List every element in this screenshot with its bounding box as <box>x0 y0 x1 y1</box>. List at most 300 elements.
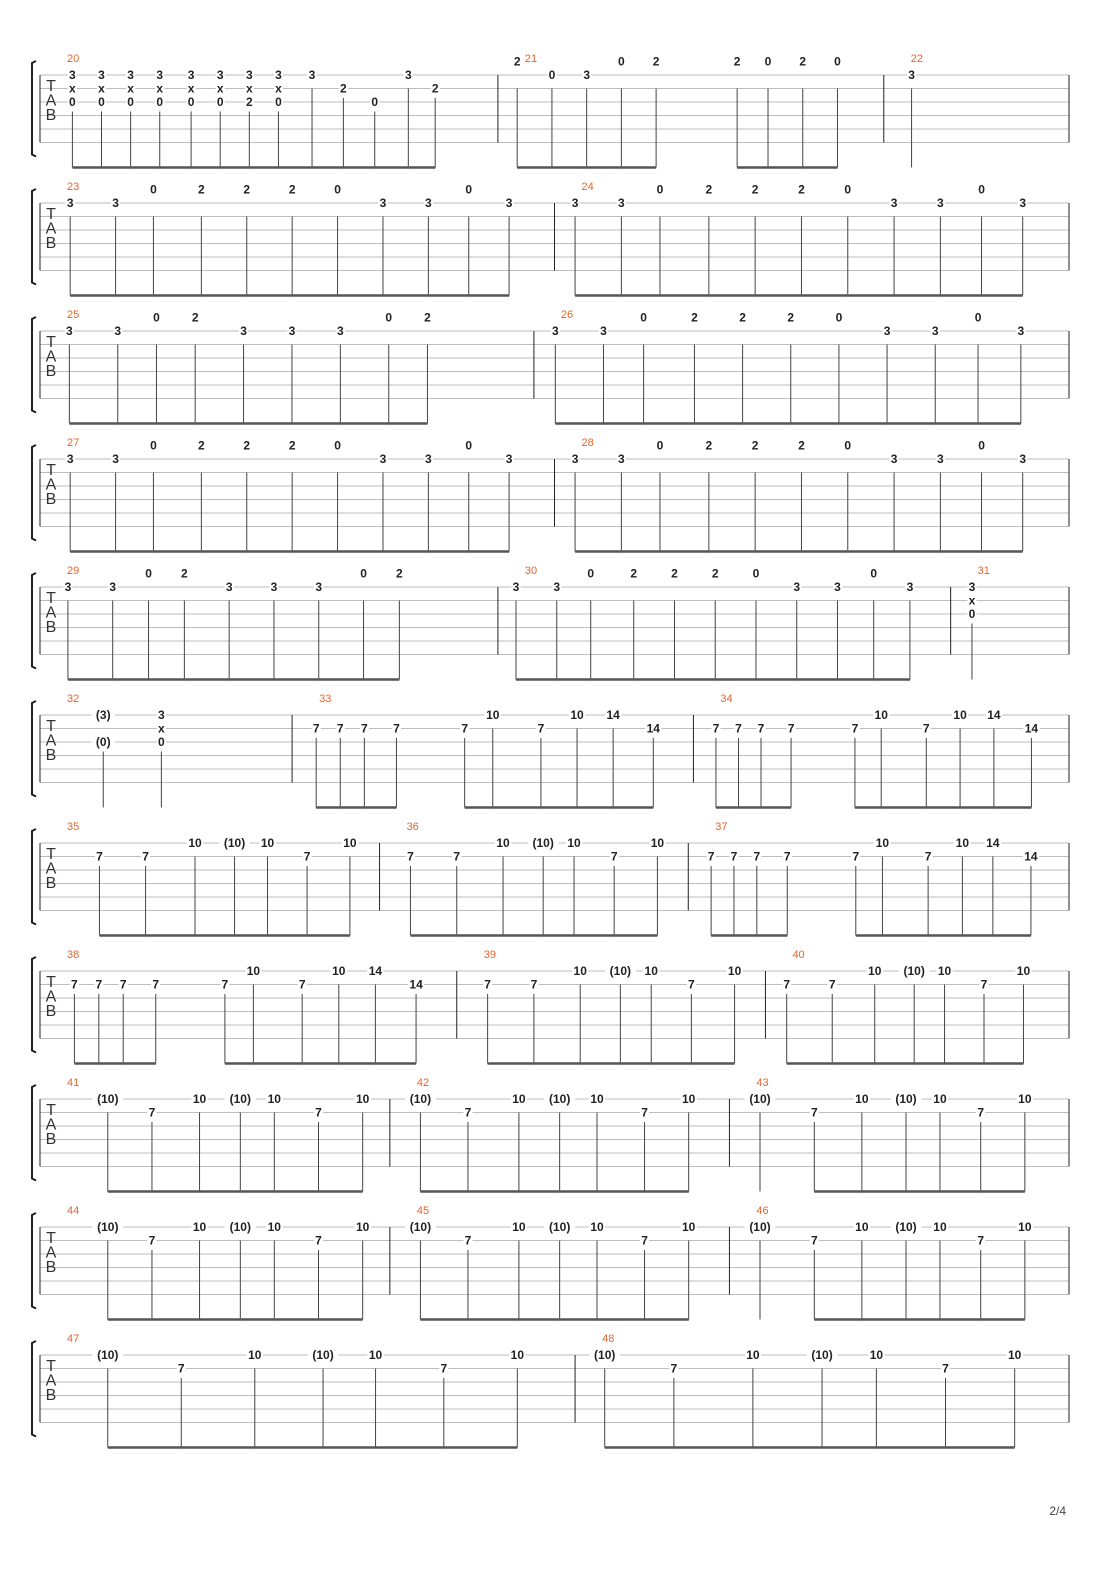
fret-number: 3 <box>583 68 590 82</box>
measure-number: 31 <box>977 565 990 577</box>
fret-number: 3 <box>275 68 282 82</box>
fret-number: 10 <box>1018 1092 1032 1106</box>
measure-number: 37 <box>715 821 728 833</box>
fret-number: x <box>69 81 76 96</box>
fret-number: 7 <box>303 849 311 864</box>
fret-number: 7 <box>537 721 545 736</box>
measure-number: 48 <box>602 1333 615 1345</box>
fret-number: 3 <box>156 68 164 82</box>
tab-system <box>32 437 1069 552</box>
fret-number: 7 <box>298 977 306 992</box>
tab-system <box>32 693 1069 808</box>
measure-number: 47 <box>67 1333 80 1345</box>
fret-number: 7 <box>852 849 860 864</box>
tab-clef-letter: A <box>45 604 57 622</box>
fret-number: 2 <box>739 310 746 325</box>
fret-number: 7 <box>942 1361 949 1376</box>
fret-number: 7 <box>148 1105 156 1120</box>
fret-number: x <box>245 81 253 96</box>
fret-number: 10 <box>869 1348 884 1362</box>
fret-number: 7 <box>610 849 618 864</box>
system-bracket <box>32 573 36 669</box>
fret-number: 7 <box>977 1233 985 1248</box>
fret-number: 2 <box>671 566 678 581</box>
tab-clef-letter: B <box>45 747 57 764</box>
fret-number: 2 <box>751 182 759 197</box>
fret-number: 10 <box>570 708 584 722</box>
fret-number: 10 <box>567 836 581 850</box>
fret-number: 0 <box>978 438 985 453</box>
fret-number: 7 <box>453 849 461 864</box>
fret-number: 10 <box>868 964 882 978</box>
measure-number: 32 <box>67 693 80 705</box>
fret-number: 0 <box>98 95 105 109</box>
fret-number: 7 <box>312 721 320 736</box>
fret-number: 14 <box>1024 721 1039 736</box>
tab-clef-letter: T <box>46 974 56 991</box>
tab-clef-letter: B <box>45 1387 57 1404</box>
tab-clef-letter: T <box>46 1230 56 1247</box>
fret-number: 3 <box>931 324 939 338</box>
tab-clef-letter: B <box>45 1003 57 1020</box>
fret-number: 0 <box>150 182 157 197</box>
fret-number: 3 <box>512 580 520 594</box>
fret-number: 3 <box>315 580 323 594</box>
fret-number: 10 <box>590 1220 604 1234</box>
fret-number: 0 <box>187 95 195 109</box>
fret-number: 7 <box>670 1361 678 1376</box>
fret-number: 2 <box>705 182 713 197</box>
tab-clef-letter: T <box>46 78 56 95</box>
fret-number: 2 <box>340 81 347 96</box>
system-bracket <box>32 1085 36 1181</box>
fret-number: 10 <box>727 964 742 978</box>
fret-number: 3 <box>425 196 432 210</box>
fret-number: (10) <box>97 1348 119 1362</box>
tab-clef-letter: T <box>46 1358 56 1375</box>
tab-system <box>32 1205 1069 1320</box>
fret-number: 2 <box>652 54 660 69</box>
tab-system <box>32 565 1069 680</box>
fret-number: 3 <box>112 452 119 466</box>
fret-number: 2 <box>243 438 251 453</box>
fret-number: 10 <box>855 1092 869 1106</box>
measure-number: 39 <box>483 949 496 961</box>
fret-number: 7 <box>71 977 78 992</box>
fret-number: 10 <box>343 836 357 850</box>
fret-number: (10) <box>749 1220 771 1234</box>
tab-clef-letter: A <box>45 476 57 494</box>
fret-number: 3 <box>505 196 513 210</box>
fret-number: 10 <box>937 964 952 978</box>
fret-number: 10 <box>192 1220 207 1234</box>
fret-number: 10 <box>955 836 970 850</box>
fret-number: (10) <box>312 1348 334 1362</box>
fret-number: 0 <box>844 182 852 197</box>
tab-system <box>32 181 1069 296</box>
tab-clef-letter: B <box>45 1259 57 1276</box>
fret-number: 3 <box>245 68 253 82</box>
tab-clef-letter: B <box>45 235 57 252</box>
fret-number: 7 <box>922 721 930 736</box>
system-bracket <box>32 1341 36 1437</box>
system-bracket <box>32 445 36 541</box>
fret-number: 0 <box>968 607 976 621</box>
fret-number: 10 <box>248 1348 262 1362</box>
fret-number: 7 <box>177 1361 185 1376</box>
measure-number: 36 <box>406 821 419 833</box>
fret-number: 7 <box>735 721 742 736</box>
fret-number: 7 <box>221 977 229 992</box>
fret-number: 7 <box>783 849 791 864</box>
fret-number: 0 <box>835 310 843 325</box>
fret-number: 3 <box>425 452 432 466</box>
fret-number: 2 <box>181 566 188 581</box>
measure-number: 25 <box>67 309 80 321</box>
tab-clef-letter: A <box>45 732 57 750</box>
fret-number: 0 <box>127 95 134 109</box>
fret-number: (10) <box>895 1092 917 1106</box>
fret-number: 0 <box>618 54 625 69</box>
fret-number: 10 <box>510 1348 525 1362</box>
tab-clef-letter: B <box>45 107 57 124</box>
fret-number: 0 <box>69 95 76 109</box>
fret-number: 3 <box>571 452 579 466</box>
fret-number: 10 <box>874 708 888 722</box>
fret-number: 2 <box>691 310 698 325</box>
fret-number: 3 <box>618 452 625 466</box>
page-number: 2/4 <box>1049 1504 1066 1518</box>
tab-system <box>32 309 1069 424</box>
fret-number: 3 <box>64 580 72 594</box>
fret-number: 3 <box>98 68 105 82</box>
measure-number: 46 <box>756 1205 769 1217</box>
fret-number: (10) <box>409 1220 432 1234</box>
fret-number: 10 <box>355 1092 370 1106</box>
fret-number: 2 <box>798 182 805 197</box>
fret-number: 14 <box>409 977 423 992</box>
fret-number: 3 <box>337 324 344 338</box>
fret-number: 0 <box>587 566 595 581</box>
fret-number: 3 <box>505 452 513 466</box>
fret-number: 7 <box>407 849 414 864</box>
fret-number: 7 <box>712 721 720 736</box>
fret-number: 3 <box>216 68 224 82</box>
fret-number: 7 <box>707 849 715 864</box>
fret-number: 7 <box>440 1361 448 1376</box>
measure-number: 20 <box>67 53 80 65</box>
measure-number: 35 <box>67 821 80 833</box>
fret-number: 2 <box>288 182 296 197</box>
fret-number: 10 <box>496 836 510 850</box>
fret-number: 0 <box>548 68 556 82</box>
fret-number: (10) <box>895 1220 917 1234</box>
fret-number: 14 <box>646 721 660 736</box>
system-bracket <box>32 1213 36 1309</box>
fret-number: 7 <box>810 1105 818 1120</box>
measure-number: 41 <box>67 1077 80 1089</box>
fret-number: 0 <box>385 310 393 325</box>
measure-number: 22 <box>910 53 924 65</box>
fret-number: 0 <box>371 95 379 109</box>
fret-number: 10 <box>512 1220 526 1234</box>
fret-number: 3 <box>158 708 165 722</box>
fret-number: 3 <box>968 580 976 594</box>
fret-number: (10) <box>548 1092 571 1106</box>
measure-number: 30 <box>524 565 538 577</box>
fret-number: 3 <box>571 196 579 210</box>
tab-clef-letter: A <box>45 92 57 110</box>
measure-number: 42 <box>416 1077 430 1089</box>
fret-number: 7 <box>461 721 469 736</box>
tab-clef-letter: B <box>45 619 57 636</box>
fret-number: 2 <box>787 310 795 325</box>
fret-number: 3 <box>937 196 944 210</box>
fret-number: 7 <box>924 849 932 864</box>
fret-number: 3 <box>66 324 73 338</box>
fret-number: 2 <box>711 566 719 581</box>
fret-number: (10) <box>409 1092 432 1106</box>
fret-number: 3 <box>908 68 915 82</box>
tab-system <box>32 1333 1069 1448</box>
fret-number: 3 <box>114 324 122 338</box>
tab-clef-letter: A <box>45 860 57 878</box>
fret-number: (3) <box>95 708 111 722</box>
fret-number: 2 <box>424 310 431 325</box>
fret-number: 7 <box>315 1233 322 1248</box>
tab-system <box>32 821 1069 936</box>
fret-number: (0) <box>95 735 111 749</box>
fret-number: 3 <box>1019 196 1027 210</box>
fret-number: 3 <box>66 452 74 466</box>
fret-number: 7 <box>641 1233 648 1248</box>
fret-number: 0 <box>656 182 664 197</box>
fret-number: x <box>156 81 164 96</box>
tab-clef-letter: T <box>46 334 56 351</box>
fret-number: 2 <box>396 566 403 581</box>
fret-number: 3 <box>404 68 412 82</box>
measure-number: 40 <box>792 949 805 961</box>
tab-clef-letter: T <box>46 590 56 607</box>
fret-number: 10 <box>192 1092 207 1106</box>
fret-number: (10) <box>749 1092 771 1106</box>
tab-clef-letter: B <box>45 875 57 892</box>
fret-number: 10 <box>1018 1220 1032 1234</box>
fret-number: 2 <box>431 81 439 96</box>
fret-number: 10 <box>1016 964 1031 978</box>
fret-number: 10 <box>486 708 500 722</box>
fret-number: 7 <box>787 721 795 736</box>
fret-number: 3 <box>834 580 841 594</box>
fret-number: 0 <box>158 735 165 749</box>
fret-number: 10 <box>188 836 202 850</box>
fret-number: 7 <box>95 977 103 992</box>
tab-clef-letter: B <box>45 363 57 380</box>
fret-number: 10 <box>267 1220 281 1234</box>
measure-number: 38 <box>67 949 80 961</box>
fret-number: 3 <box>379 196 387 210</box>
tab-clef-letter: B <box>45 1131 57 1148</box>
tab-clef-letter: A <box>45 1116 57 1134</box>
fret-number: 3 <box>551 324 559 338</box>
fret-number: 7 <box>336 721 344 736</box>
fret-number: 10 <box>953 708 967 722</box>
tab-clef-letter: T <box>46 206 56 223</box>
fret-number: 2 <box>198 182 205 197</box>
fret-number: 3 <box>793 580 801 594</box>
fret-number: 10 <box>573 964 587 978</box>
fret-number: 10 <box>650 836 665 850</box>
fret-number: 3 <box>288 324 296 338</box>
fret-number: 2 <box>799 54 807 69</box>
fret-number: 7 <box>783 977 791 992</box>
tab-clef-letter: A <box>45 1372 57 1390</box>
fret-number: 7 <box>148 1233 156 1248</box>
fret-number: 10 <box>682 1220 696 1234</box>
fret-number: 7 <box>464 1105 472 1120</box>
fret-number: (10) <box>97 1092 119 1106</box>
fret-number: 0 <box>978 182 985 197</box>
fret-number: (10) <box>229 1220 251 1234</box>
tab-clef-letter: T <box>46 462 56 479</box>
fret-number: 14 <box>1024 849 1038 864</box>
fret-number: 10 <box>332 964 346 978</box>
fret-number: 10 <box>933 1220 947 1234</box>
fret-number: 14 <box>986 836 1000 850</box>
fret-number: 0 <box>465 438 473 453</box>
fret-number: 2 <box>198 438 205 453</box>
system-bracket <box>32 829 36 925</box>
fret-number: (10) <box>532 836 554 850</box>
fret-number: 0 <box>656 438 664 453</box>
fret-number: 10 <box>855 1220 869 1234</box>
fret-number: 3 <box>618 196 625 210</box>
fret-number: (10) <box>609 964 632 978</box>
fret-number: 10 <box>512 1092 526 1106</box>
fret-number: 2 <box>798 438 805 453</box>
system-bracket <box>32 61 36 157</box>
fret-number: 10 <box>875 836 890 850</box>
fret-number: (10) <box>97 1220 119 1234</box>
fret-number: 14 <box>987 708 1001 722</box>
fret-number: 7 <box>152 977 160 992</box>
tab-clef-letter: A <box>45 988 57 1006</box>
fret-number: 3 <box>553 580 561 594</box>
measure-number: 23 <box>67 181 80 193</box>
fret-number: (10) <box>548 1220 571 1234</box>
fret-number: 7 <box>730 849 738 864</box>
fret-number: 2 <box>733 54 741 69</box>
fret-number: 10 <box>1007 1348 1022 1362</box>
fret-number: 3 <box>187 68 195 82</box>
tab-system <box>32 53 1069 168</box>
fret-number: 0 <box>145 566 152 581</box>
fret-number: 3 <box>109 580 117 594</box>
fret-number: 7 <box>393 721 400 736</box>
measure-number: 29 <box>67 565 80 577</box>
fret-number: 0 <box>216 95 224 109</box>
measure-number: 45 <box>416 1205 430 1217</box>
fret-number: 0 <box>334 182 341 197</box>
measure-number: 27 <box>67 437 80 449</box>
tab-clef-letter: A <box>45 220 57 238</box>
fret-number: 2 <box>191 310 199 325</box>
fret-number: 7 <box>977 1105 985 1120</box>
fret-number: 10 <box>368 1348 383 1362</box>
fret-number: 0 <box>153 310 160 325</box>
fret-number: x <box>187 81 195 96</box>
fret-number: 10 <box>682 1092 696 1106</box>
tab-clef-letter: T <box>46 718 56 735</box>
fret-number: 7 <box>828 977 836 992</box>
tab-system <box>32 949 1069 1064</box>
fret-number: 7 <box>980 977 988 992</box>
fret-number: (10) <box>811 1348 833 1362</box>
fret-number: (10) <box>903 964 925 978</box>
fret-number: 7 <box>119 977 127 992</box>
fret-number: 3 <box>240 324 247 338</box>
fret-number: (10) <box>229 1092 251 1106</box>
fret-number: 3 <box>600 324 607 338</box>
fret-number: 10 <box>246 964 261 978</box>
fret-number: 0 <box>275 95 282 109</box>
fret-number: 10 <box>260 836 275 850</box>
fret-number: 2 <box>243 182 251 197</box>
fret-number: 7 <box>641 1105 648 1120</box>
measure-number: 21 <box>524 53 538 65</box>
fret-number: 7 <box>360 721 368 736</box>
fret-number: 7 <box>753 849 761 864</box>
measure-number: 34 <box>720 693 733 705</box>
fret-number: 7 <box>851 721 859 736</box>
fret-number: 7 <box>315 1105 322 1120</box>
fret-number: 3 <box>112 196 119 210</box>
fret-number: (10) <box>594 1348 616 1362</box>
fret-number: x <box>98 81 105 96</box>
fret-number: 10 <box>590 1092 604 1106</box>
fret-number: 7 <box>810 1233 818 1248</box>
fret-number: 7 <box>530 977 538 992</box>
fret-number: 2 <box>630 566 638 581</box>
fret-number: 0 <box>834 54 841 69</box>
measure-number: 26 <box>560 309 574 321</box>
fret-number: x <box>158 721 165 736</box>
fret-number: 2 <box>513 54 521 69</box>
fret-number: 3 <box>69 68 76 82</box>
fret-number: 2 <box>751 438 759 453</box>
fret-number: 14 <box>606 708 620 722</box>
fret-number: 2 <box>705 438 713 453</box>
fret-number: x <box>968 593 976 608</box>
fret-number: 3 <box>890 452 898 466</box>
fret-number: 10 <box>644 964 658 978</box>
fret-number: 3 <box>66 196 74 210</box>
fret-number: 3 <box>225 580 233 594</box>
fret-number: 0 <box>844 438 852 453</box>
measure-number: 24 <box>581 181 594 193</box>
fret-number: 0 <box>974 310 982 325</box>
fret-number: 2 <box>245 95 253 109</box>
fret-number: 0 <box>465 182 473 197</box>
fret-number: 3 <box>270 580 278 594</box>
tab-clef-letter: B <box>45 491 57 508</box>
fret-number: 3 <box>906 580 914 594</box>
measure-number: 43 <box>756 1077 769 1089</box>
system-bracket <box>32 189 36 285</box>
measure-number: 44 <box>67 1205 80 1217</box>
tab-clef-letter: A <box>45 1244 57 1262</box>
fret-number: 7 <box>688 977 695 992</box>
